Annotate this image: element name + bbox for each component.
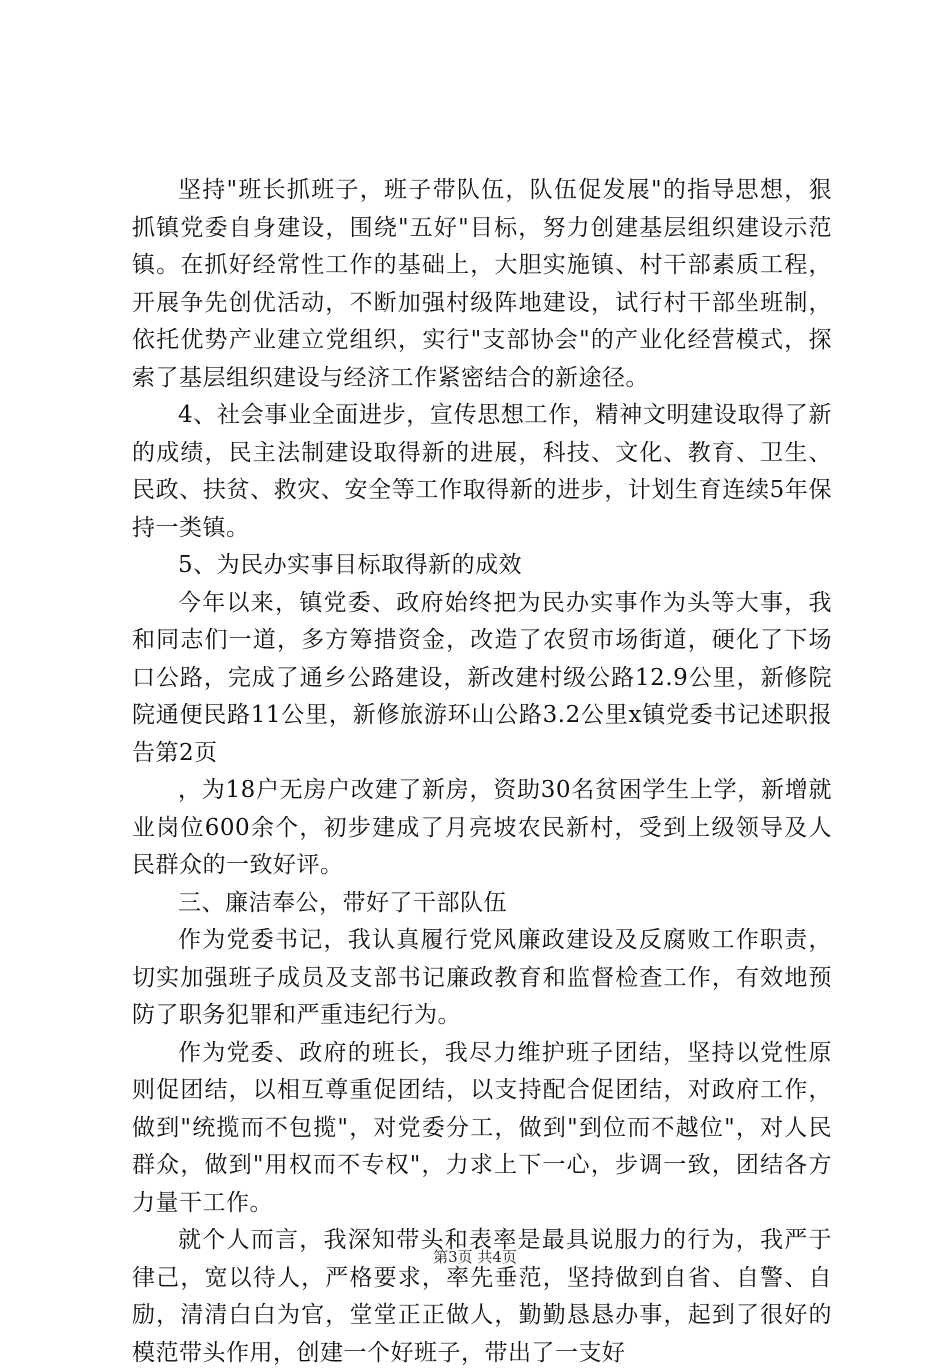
- paragraph: ，为18户无房户改建了新房，资助30名贫困学生上学，新增就业岗位600余个，初步建成了月亮坡农民新村，受到上级领导及人民群众的一致好评。: [132, 777, 832, 878]
- paragraph: 今年以来，镇党委、政府始终把为民办实事作为头等大事，我和同志们一道，多方筹措资金，改造了农贸市场街道，硬化了下场口公路，完成了通乡公路建设，新改建村级公路12.9公里，新修院院通便民路11公里，新修旅游环山公路3.2公里x镇党委书记述职报告第2页: [132, 589, 832, 766]
- section-heading: 5、为民办实事目标取得新的成效: [178, 552, 523, 578]
- paragraph: 作为党委、政府的班长，我尽力维护班子团结，坚持以党性原则促团结，以相互尊重促团结，以支持配合促团结，对政府工作，做到"统揽而不包揽"，对党委分工，做到"到位而不越位"，对人民群众，做到"用权而不专权"，力求上下一心，步调一致，团结各方力量干工作。: [132, 1039, 832, 1216]
- paragraph: 坚持"班长抓班子，班子带队伍，队伍促发展"的指导思想，狠抓镇党委自身建设，围绕"五好"目标，努力创建基层组织建设示范镇。在抓好经常性工作的基础上，大胆实施镇、村干部素质工程，开展争先创优活动，不断加强村级阵地建设，试行村干部坐班制，依托优势产业建立党组织，实行"支部协会"的产业化经营模式，探索了基层组织建设与经济工作紧密结合的新途径。: [132, 177, 832, 391]
- page-footer: [0, 1246, 950, 1267]
- paragraph: 就个人而言，我深知带头和表率是最具说服力的行为，我严于律己，宽以待人，严格要求，率先垂范，坚持做到自省、自警、自励，清清白白为官，堂堂正正做人，勤勤恳恳办事，起到了很好的模范带头作用，创建一个好班子，带出了一支好: [132, 1227, 832, 1366]
- section-heading: 三、廉洁奉公，带好了干部队伍: [178, 889, 507, 916]
- paragraph: 4、社会事业全面进步，宣传思想工作，精神文明建设取得了新的成绩，民主法制建设取得新的进展，科技、文化、教育、卫生、民政、扶贫、救灾、安全等工作取得新的进步，计划生育连续5年保持一类镇。: [132, 402, 832, 541]
- paragraph: 作为党委书记，我认真履行党风廉政建设及反腐败工作职责，切实加强班子成员及支部书记廉政教育和监督检查工作，有效地预防了职务犯罪和严重违纪行为。: [132, 927, 832, 1028]
- page-number: 第3页 共4页: [433, 1248, 517, 1266]
- document-body: [132, 172, 832, 1372]
